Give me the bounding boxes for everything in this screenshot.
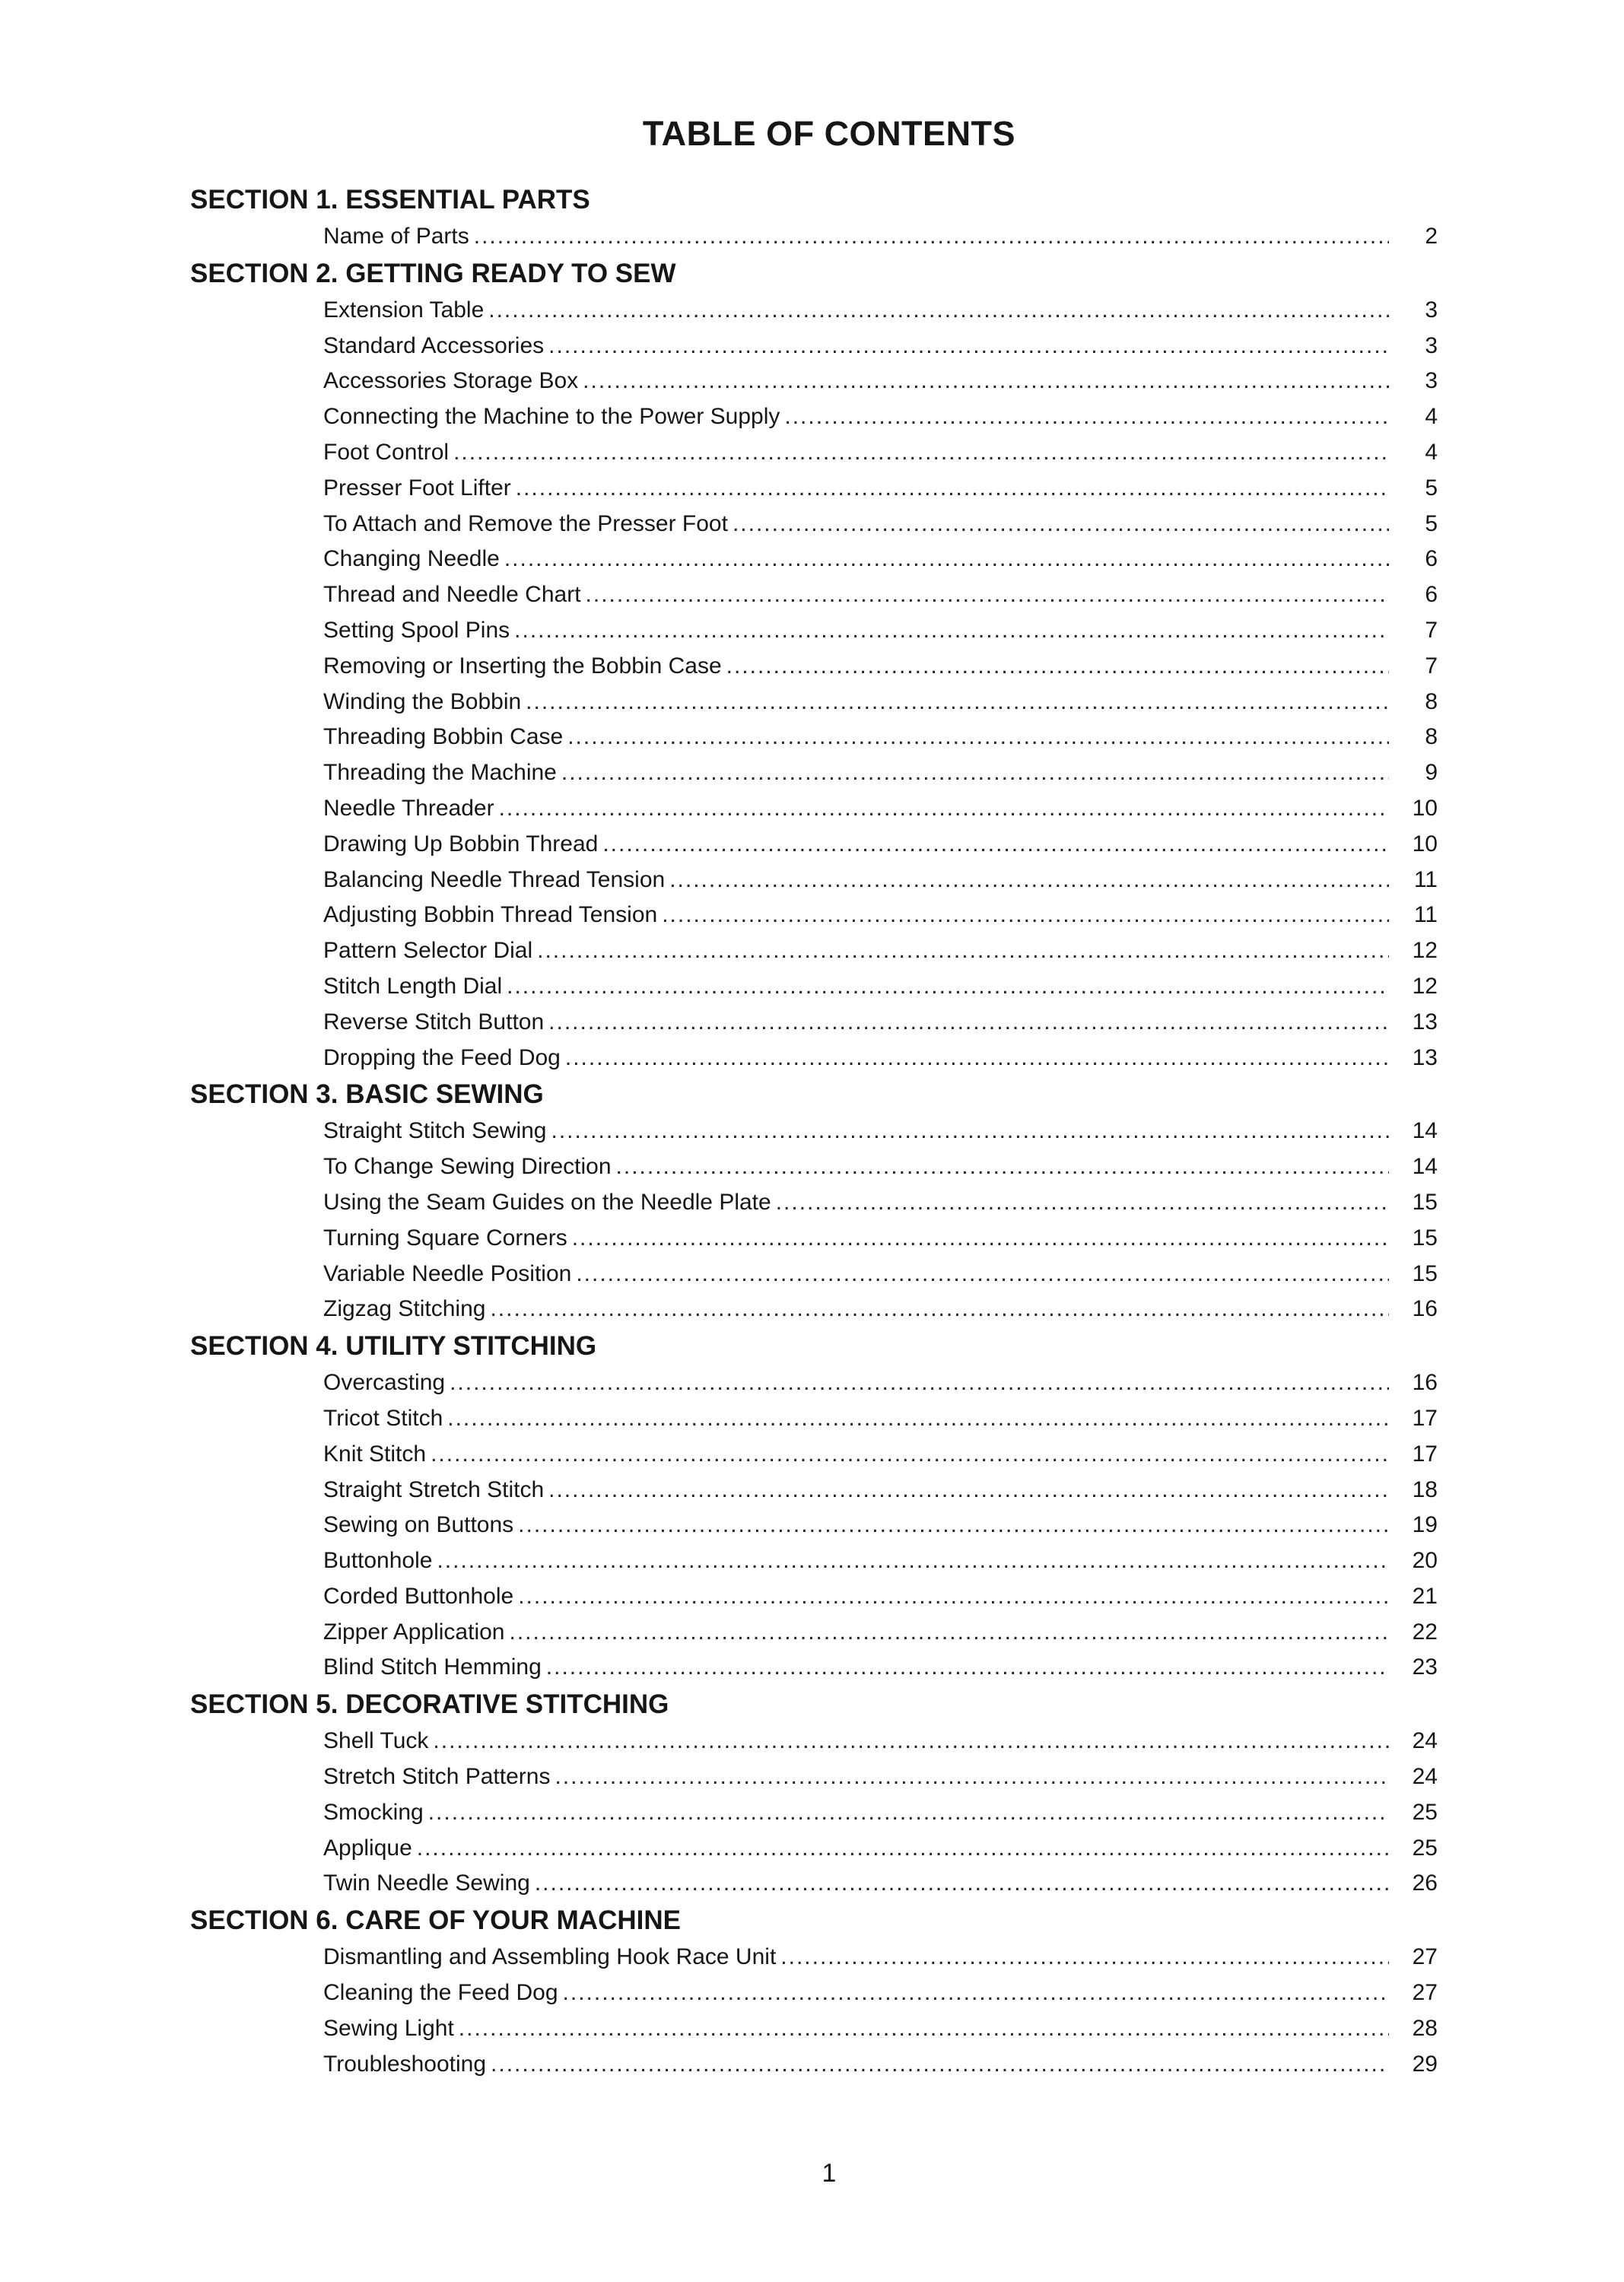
dot-leader	[509, 1615, 1389, 1651]
dot-leader	[616, 1149, 1389, 1185]
dot-leader	[488, 293, 1389, 329]
dot-leader	[780, 1940, 1389, 1975]
toc-entry	[323, 1508, 1438, 1543]
dot-leader	[417, 1831, 1389, 1867]
entry-page-number: 9	[1425, 760, 1438, 786]
entry-label: Removing or Inserting the Bobbin Case	[323, 653, 722, 679]
entry-page-number: 12	[1412, 973, 1438, 999]
toc-entry	[323, 863, 1438, 898]
entry-label: Straight Stretch Stitch	[323, 1476, 545, 1502]
toc-entry	[323, 1041, 1438, 1076]
entry-page-number: 24	[1412, 1764, 1438, 1790]
toc-entry	[323, 1437, 1438, 1473]
entry-label: Foot Control	[323, 439, 450, 465]
entry-label: Variable Needle Position	[323, 1260, 572, 1286]
section-heading: SECTION 5. DECORATIVE STITCHING	[190, 1689, 669, 1720]
entry-page-number: 10	[1412, 831, 1438, 857]
toc-section	[190, 1327, 1438, 1686]
section-entries	[323, 293, 1438, 1076]
entry-label: Overcasting	[323, 1370, 446, 1396]
toc-entry	[323, 791, 1438, 827]
dot-leader	[662, 898, 1389, 933]
toc-entry	[323, 969, 1438, 1005]
dot-leader	[546, 1650, 1389, 1686]
dot-leader	[537, 933, 1389, 969]
entry-label: Dismantling and Assembling Hook Race Unit	[323, 1944, 777, 1970]
dot-leader	[447, 1401, 1389, 1437]
dot-leader	[669, 863, 1389, 898]
entry-page-number: 27	[1412, 1944, 1438, 1970]
entry-label: Winding the Bobbin	[323, 688, 522, 714]
toc-entry	[323, 1257, 1438, 1292]
toc-entry	[323, 1650, 1438, 1686]
dot-leader	[428, 1795, 1389, 1831]
section-heading: SECTION 6. CARE OF YOUR MACHINE	[190, 1905, 681, 1936]
entry-page-number: 6	[1425, 582, 1438, 608]
section-entries	[323, 219, 1438, 255]
entry-page-number: 26	[1412, 1870, 1438, 1896]
toc-entry	[323, 613, 1438, 649]
toc-section	[190, 181, 1438, 255]
entry-label: Knit Stitch	[323, 1441, 427, 1467]
entry-label: Troubleshooting	[323, 2051, 487, 2077]
table-of-contents	[190, 181, 1438, 2082]
entry-page-number: 17	[1412, 1441, 1438, 1467]
entry-page-number: 22	[1412, 1619, 1438, 1645]
dot-leader	[565, 1041, 1389, 1076]
dot-leader	[453, 435, 1389, 471]
dot-leader	[586, 577, 1389, 613]
section-heading: SECTION 4. UTILITY STITCHING	[190, 1331, 597, 1362]
dot-leader	[450, 1365, 1389, 1401]
dot-leader	[514, 613, 1389, 649]
dot-leader	[776, 1185, 1389, 1221]
toc-entry	[323, 1401, 1438, 1437]
toc-entry	[323, 1185, 1438, 1221]
entry-label: Presser Foot Lifter	[323, 475, 511, 501]
toc-entry	[323, 329, 1438, 364]
entry-label: Dropping the Feed Dog	[323, 1044, 561, 1070]
entry-label: Balancing Needle Thread Tension	[323, 866, 666, 892]
entry-page-number: 13	[1412, 1044, 1438, 1070]
dot-leader	[555, 1759, 1389, 1795]
entry-label: Pattern Selector Dial	[323, 938, 533, 964]
entry-label: Connecting the Machine to the Power Supply	[323, 404, 780, 430]
entry-label: Sewing Light	[323, 2015, 454, 2041]
page-title: TABLE OF CONTENTS	[642, 114, 1016, 153]
dot-leader	[474, 219, 1389, 255]
dot-leader	[431, 1437, 1389, 1473]
toc-entry	[323, 827, 1438, 863]
section-heading: SECTION 3. BASIC SEWING	[190, 1079, 544, 1110]
entry-label: Buttonhole	[323, 1548, 433, 1574]
toc-entry	[323, 435, 1438, 471]
entry-label: Needle Threader	[323, 795, 494, 821]
dot-leader	[504, 542, 1389, 577]
toc-entry	[323, 685, 1438, 720]
dot-leader	[563, 1975, 1389, 2011]
entry-label: Shell Tuck	[323, 1728, 429, 1754]
entry-label: Extension Table	[323, 297, 485, 323]
entry-page-number: 13	[1412, 1009, 1438, 1035]
entry-page-number: 8	[1425, 724, 1438, 750]
toc-section	[190, 1076, 1438, 1327]
dot-leader	[572, 1221, 1389, 1257]
entry-page-number: 8	[1425, 688, 1438, 714]
dot-leader	[548, 329, 1389, 364]
toc-entry	[323, 1005, 1438, 1041]
entry-page-number: 15	[1412, 1189, 1438, 1215]
entry-label: Using the Seam Guides on the Needle Plate	[323, 1189, 771, 1215]
entry-label: Changing Needle	[323, 546, 500, 572]
entry-page-number: 16	[1412, 1370, 1438, 1396]
toc-section	[190, 1686, 1438, 1902]
entry-label: Straight Stitch Sewing	[323, 1118, 547, 1144]
entry-page-number: 3	[1425, 332, 1438, 358]
dot-leader	[551, 1114, 1389, 1149]
entry-page-number: 7	[1425, 617, 1438, 643]
entry-page-number: 24	[1412, 1728, 1438, 1754]
toc-entry	[323, 755, 1438, 791]
entry-label: Threading Bobbin Case	[323, 724, 564, 750]
toc-entry	[323, 1114, 1438, 1149]
entry-page-number: 4	[1425, 404, 1438, 430]
entry-page-number: 28	[1412, 2015, 1438, 2041]
entry-page-number: 25	[1412, 1799, 1438, 1825]
entry-label: Stitch Length Dial	[323, 973, 503, 999]
entry-label: Smocking	[323, 1799, 424, 1825]
entry-label: Accessories Storage Box	[323, 368, 579, 394]
toc-entry	[323, 1615, 1438, 1651]
toc-entry	[323, 1365, 1438, 1401]
toc-entry	[323, 1543, 1438, 1579]
entry-page-number: 5	[1425, 475, 1438, 501]
toc-entry	[323, 933, 1438, 969]
toc-entry	[323, 1473, 1438, 1508]
dot-leader	[583, 364, 1389, 399]
dot-leader	[526, 685, 1389, 720]
entry-label: Turning Square Corners	[323, 1225, 567, 1251]
dot-leader	[784, 399, 1389, 435]
dot-leader	[437, 1543, 1389, 1579]
entry-label: Zigzag Stitching	[323, 1296, 486, 1322]
entry-label: Reverse Stitch Button	[323, 1009, 545, 1035]
entry-page-number: 10	[1412, 795, 1438, 821]
toc-entry	[323, 364, 1438, 399]
entry-page-number: 20	[1412, 1548, 1438, 1574]
dot-leader	[490, 1292, 1389, 1327]
dot-leader	[548, 1473, 1389, 1508]
entry-label: Stretch Stitch Patterns	[323, 1764, 551, 1790]
toc-entry	[323, 293, 1438, 329]
entry-page-number: 19	[1412, 1512, 1438, 1538]
toc-entry	[323, 649, 1438, 685]
entry-page-number: 6	[1425, 546, 1438, 572]
toc-entry	[323, 1579, 1438, 1615]
entry-page-number: 5	[1425, 510, 1438, 536]
dot-leader	[567, 720, 1389, 755]
dot-leader	[535, 1866, 1389, 1902]
toc-entry	[323, 2047, 1438, 2083]
entry-label: Name of Parts	[323, 224, 469, 249]
toc-entry	[323, 898, 1438, 933]
toc-entry	[323, 507, 1438, 542]
dot-leader	[602, 827, 1389, 863]
entry-label: Adjusting Bobbin Thread Tension	[323, 902, 658, 928]
toc-entry	[323, 1940, 1438, 1975]
toc-entry	[323, 720, 1438, 755]
toc-section	[190, 1902, 1438, 2082]
dot-leader	[518, 1508, 1389, 1543]
entry-page-number: 12	[1412, 938, 1438, 964]
entry-label: Standard Accessories	[323, 332, 545, 358]
dot-leader	[576, 1257, 1389, 1292]
entry-label: To Change Sewing Direction	[323, 1154, 612, 1180]
page-number: 1	[822, 2159, 837, 2188]
toc-entry	[323, 1759, 1438, 1795]
entry-page-number: 3	[1425, 297, 1438, 323]
toc-entry	[323, 1975, 1438, 2011]
dot-leader	[733, 507, 1389, 542]
entry-page-number: 29	[1412, 2051, 1438, 2077]
dot-leader	[459, 2011, 1389, 2047]
entry-label: Setting Spool Pins	[323, 617, 510, 643]
entry-page-number: 27	[1412, 1980, 1438, 2006]
entry-label: Thread and Needle Chart	[323, 582, 581, 608]
entry-page-number: 11	[1413, 866, 1438, 892]
entry-page-number: 17	[1412, 1405, 1438, 1431]
dot-leader	[518, 1579, 1389, 1615]
toc-entry	[323, 1221, 1438, 1257]
entry-page-number: 23	[1412, 1654, 1438, 1680]
section-heading: SECTION 2. GETTING READY TO SEW	[190, 258, 676, 288]
entry-page-number: 21	[1412, 1583, 1438, 1609]
toc-entry	[323, 1724, 1438, 1759]
entry-page-number: 11	[1413, 902, 1438, 928]
entry-label: Threading the Machine	[323, 760, 557, 786]
entry-label: Applique	[323, 1835, 412, 1861]
toc-entry	[323, 1795, 1438, 1831]
entry-page-number: 18	[1412, 1476, 1438, 1502]
toc-entry	[323, 2011, 1438, 2047]
entry-page-number: 2	[1425, 224, 1438, 249]
toc-entry	[323, 399, 1438, 435]
entry-page-number: 15	[1412, 1260, 1438, 1286]
entry-label: Drawing Up Bobbin Thread	[323, 831, 599, 857]
dot-leader	[433, 1724, 1389, 1759]
entry-page-number: 7	[1425, 653, 1438, 679]
entry-label: Corded Buttonhole	[323, 1583, 514, 1609]
entry-label: Cleaning the Feed Dog	[323, 1980, 558, 2006]
dot-leader	[548, 1005, 1389, 1041]
dot-leader	[499, 791, 1389, 827]
entry-label: Blind Stitch Hemming	[323, 1654, 542, 1680]
toc-entry	[323, 1149, 1438, 1185]
entry-page-number: 4	[1425, 439, 1438, 465]
toc-entry	[323, 1292, 1438, 1327]
toc-entry	[323, 471, 1438, 507]
dot-leader	[507, 969, 1389, 1005]
entry-label: Tricot Stitch	[323, 1405, 443, 1431]
entry-label: Zipper Application	[323, 1619, 505, 1645]
entry-label: Twin Needle Sewing	[323, 1870, 530, 1896]
section-entries	[323, 1724, 1438, 1902]
toc-entry	[323, 1831, 1438, 1867]
entry-page-number: 25	[1412, 1835, 1438, 1861]
entry-page-number: 16	[1412, 1296, 1438, 1322]
entry-page-number: 15	[1412, 1225, 1438, 1251]
entry-page-number: 3	[1425, 368, 1438, 394]
dot-leader	[491, 2047, 1389, 2083]
section-heading: SECTION 1. ESSENTIAL PARTS	[190, 185, 590, 215]
entry-label: Sewing on Buttons	[323, 1512, 514, 1538]
entry-page-number: 14	[1412, 1154, 1438, 1180]
toc-entry	[323, 577, 1438, 613]
toc-section	[190, 255, 1438, 1076]
toc-entry	[323, 219, 1438, 255]
dot-leader	[561, 755, 1389, 791]
dot-leader	[726, 649, 1389, 685]
section-entries	[323, 1940, 1438, 2082]
section-entries	[323, 1365, 1438, 1686]
toc-entry	[323, 542, 1438, 577]
entry-page-number: 14	[1412, 1118, 1438, 1144]
entry-label: To Attach and Remove the Presser Foot	[323, 510, 728, 536]
dot-leader	[516, 471, 1389, 507]
section-entries	[323, 1114, 1438, 1327]
toc-entry	[323, 1866, 1438, 1902]
